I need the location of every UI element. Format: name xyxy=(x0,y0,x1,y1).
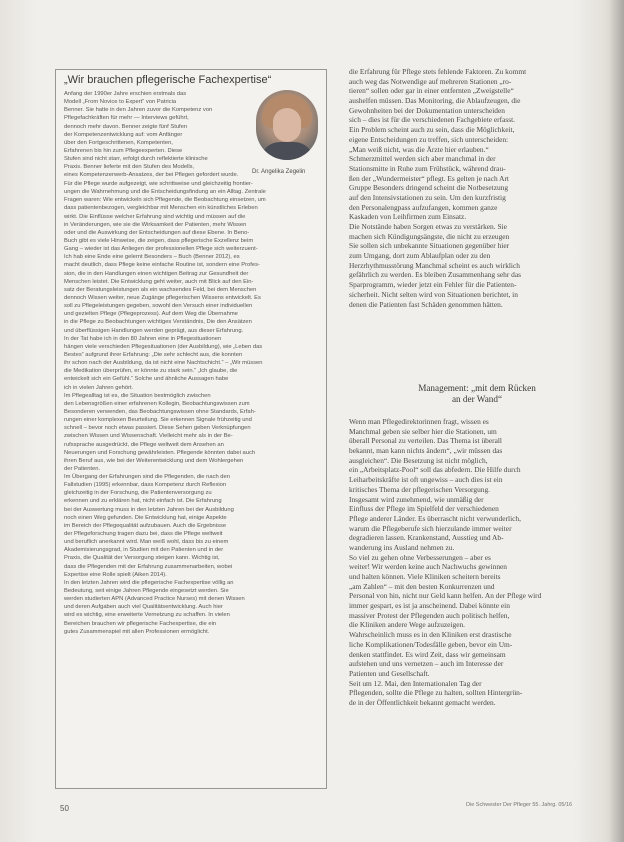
text-line: rungen einer komplexen Beurteilung. Sie erkennen Signale frühzeitig und xyxy=(64,417,252,424)
text-line: Gruppe Besonders dringend scheint die Notbesetzung xyxy=(349,183,509,193)
text-line: gefährlich zu werden. Es bleiben Zusammenhang sehr das xyxy=(349,270,521,280)
text-line: Erfahrenen bis hin zum Pflegeexperten. Diese xyxy=(64,147,183,154)
text-line: Patienten und Gesellschaft. xyxy=(349,668,430,678)
text-line: Herzrhythmusstörung Manchmal scheint es auch wirklich xyxy=(349,260,520,270)
text-line: eines Kompetenzerwerb-Ansatzes, der bei Pflegen gefordert wurde. xyxy=(64,172,239,179)
text-line: hängen viele verschieden Pflegesituationen (der Ausbildung), wie „Leben das xyxy=(64,343,263,350)
text-line: Sparprogramm, wieder jetzt ein Fehler für die Patienten- xyxy=(349,280,517,290)
management-heading-line-1: Management: „mit dem Rücken xyxy=(418,383,536,393)
text-line: massiver Protest der Pflegenden auch politisch helfen, xyxy=(349,610,510,620)
text-line: „am Zahlen“ – mit den besten Konkurrenzen und xyxy=(349,581,495,591)
text-line: die Medikation überprüfen, er könnte zu stark sein.“ „Ich glaube, die xyxy=(64,368,238,375)
photo-caption: Dr. Angelika Zegelin xyxy=(252,169,306,175)
text-line: und gezielten Pflege (Pflegeprozess). Auf dem Weg die Übernahme xyxy=(64,311,238,318)
text-line: Die Notstände haben Sorgen etwas zu verstärken. Sie xyxy=(349,222,507,231)
text-line: In der Tat habe ich in den 80 Jahren eine in Pflegesituationen xyxy=(64,335,222,342)
text-line: erkennen und zu erklären hat, nicht einfach ist. Die Erfahrung xyxy=(64,498,222,505)
text-line: über den Fortgeschrittenen, Kompetenten, xyxy=(64,139,173,146)
page-spine-shadow xyxy=(610,0,624,842)
text-line: dass patientenbezogen, vergleichbar mit Menschen ein künstliches Erleben xyxy=(64,205,258,212)
text-line: Schmerzmittel werden sich aber manchmal in der xyxy=(349,154,496,164)
text-line: Leiharbeitskräfte ist oft ungewiss – auch dies ist ein xyxy=(349,475,503,485)
text-line: Pflegenden, sollte die Pflege zu halten, sollten Hintergrün- xyxy=(349,688,523,698)
text-line: Kaskaden von Leihfirmen zum Einsatz. xyxy=(349,212,467,222)
text-line: oder und die Auswirkung der Entscheidungen auf diese Ebene. In Beno- xyxy=(64,229,250,236)
text-line: bei der Auswertung muss in den letzten Jahren bei der Ausbildung xyxy=(64,506,234,513)
text-line: ein „Arbeitsplatz-Pool“ soll das abfedern. Die Hilfe durch xyxy=(349,465,521,475)
text-line: Fallstudien (1995) erkennbar, dass Kompetenz durch Reflexion xyxy=(64,482,227,489)
text-line: macht deutlich, dass Pflege keine einfache Routine ist, sondern eine Profes- xyxy=(64,262,260,269)
text-line: Besonderen verwenden, das Beobachtungswissen ohne Standards, Erfah- xyxy=(64,408,256,415)
text-line: Im Pflegealltag ist es, die Situation bestmöglich zwischen xyxy=(64,392,211,399)
text-line: gleichzeitig in der Forschung, die Patientenversorgung zu xyxy=(64,490,212,497)
sidebar-title: „Wir brauchen pflegerische Fachexpertise“ xyxy=(64,74,272,86)
journal-footer: Die Schwester Der Pfleger 55. Jahrg. 05/16 xyxy=(466,802,573,808)
right-column-bottom-text xyxy=(349,417,605,708)
text-line: Buch gibt es viele Hinweise, die zeigen, dass pflegerische Exzellenz beim xyxy=(64,237,254,244)
text-line: degradieren lassen. Krankenstand, Ausstieg und Ab- xyxy=(349,533,504,543)
text-line: Pflege anderer Länder. Es überrascht nicht verwunderlich, xyxy=(349,513,521,523)
text-line: soll zu Pflegeleistungen gegeben, sowohl den Versuch einer individuellen xyxy=(64,303,253,310)
text-line: ich in vielen Jahren gehört. xyxy=(64,384,134,391)
text-line: zwischen Wissen und Wissenschaft. Vielleicht mehr als in der Be- xyxy=(64,433,233,440)
text-line: ßen der „Wundermeister“ pflegt. Es gelten je nach Art xyxy=(349,173,509,183)
text-line: Wenn man Pflegedirektorinnen fragt, wissen es xyxy=(349,417,489,426)
text-line: Neuerungen und Forschung gewährleisten. Pflegende könnten dabei auch xyxy=(64,449,256,456)
text-line: sion, die in den Handlungen einen wichtigen Beitrag zur Gesundheit der xyxy=(64,270,249,277)
text-line: Stufen sind nicht starr, erfolgt durch reflektierte klinische xyxy=(64,156,208,163)
text-line: auf den Intensivstationen zu sein. Um den kurzfristig xyxy=(349,192,506,202)
text-line: Im Übergang der Erfahrungen sind die Pflegenden, die nach den xyxy=(64,474,230,481)
page-number: 50 xyxy=(60,804,69,813)
text-line: im Bereich der Pflegequalität aufzubauen. Auch die Ergebnisse xyxy=(64,522,227,529)
text-line: weiter! Wir werden keine auch Nachwuchs gewinnen xyxy=(349,562,507,572)
text-line: ihr schon nach der Ausbildung, da ist nicht eine Nachtschicht.“ – „Wir müssen xyxy=(64,360,263,367)
author-face xyxy=(273,108,301,142)
text-line: „Man weiß nicht, was die Ärzte hier erlauben.“ xyxy=(349,144,489,154)
text-line: ausgleichen“. Die Besetzung ist nicht möglich, xyxy=(349,455,488,465)
text-line: Einfluss der Pflege im Spielfeld der verschiedenen xyxy=(349,504,499,514)
text-line: dass die Pflegenden mit der Erfahrung zusammenarbeiten, wobei xyxy=(64,563,233,570)
text-line: den Lebensgrößen einer erfahrenen Kollegin, Beobachtungswissen zum xyxy=(64,400,250,407)
text-line: de in der Öffentlichkeit bekannt gemacht werden. xyxy=(349,697,496,707)
text-line: eigene Entscheidungen zu treffen, sich unterscheiden: xyxy=(349,134,509,144)
text-line: wirkt. Die Einflüsse welcher Erfahrung sind wichtig und müssen auf die xyxy=(64,213,246,220)
text-line: aufstehen und uns vernetzen – auch im Interesse der xyxy=(349,659,504,669)
text-line: rufssprache ausgedrückt, die Pflege weltweit dem Ansehen an xyxy=(64,441,224,448)
text-line: sich – dies ist für die verschiedenen Fachgebiete erfasst. xyxy=(349,115,516,125)
text-line: der Kompetenzentwicklung auf: vom Anfänger xyxy=(64,131,183,138)
text-line: Sie sollen sich unbekannte Situationen gegenüber hier xyxy=(349,241,510,251)
text-line: den Personalengpass aufzufangen, kommen ganze xyxy=(349,202,498,212)
text-line: Seit um 12. Mai, den Internationalen Tag der xyxy=(349,678,482,688)
management-heading xyxy=(349,383,605,405)
text-line: dennoch mehr davon. Benner zeigte fünf Stufen xyxy=(64,123,188,130)
text-line: Benner. Sie hatte in den Jahren zuvor die Kompetenz von xyxy=(64,107,213,114)
text-line: Bestes“ aufgrund ihrer Erfahrung: „Die sehr schlecht aus, die konnten xyxy=(64,351,243,358)
text-line: der Pflegeforschung tragen dazu bei, dass die Pflege weltweit xyxy=(64,531,223,538)
text-line: Insgesamt wird zunehmend, wie unmäßig der xyxy=(349,494,484,504)
text-line: satz der Beratungsleistungen als ein wachsendes Feld, bei dem Menschen xyxy=(64,286,257,293)
text-line: in Veränderungen, wie sie die Wirksamkeit der Patienten, mehr Wissen xyxy=(64,221,247,228)
text-line: zum Umgang, dort zum Ablaufplan oder zu den xyxy=(349,251,491,261)
author-shirt xyxy=(260,142,314,160)
text-line: tieren“ sollen oder gar in einer entfernten „Zweigstelle“ xyxy=(349,86,514,96)
text-line: Gang – wieder ist das Anliegen der professionellen Pflege sich weiterzuent- xyxy=(64,246,258,253)
text-line: Fragen waren: Wie entwickeln sich Pflegende, die Beobachtung einsetzen, um xyxy=(64,197,266,204)
sidebar-body-text xyxy=(64,180,320,636)
text-line: Bedeutung, seit einige Jahren Pflegende eingesetzt werden. Sie xyxy=(64,588,229,595)
text-line: Ein Problem scheint auch zu sein, dass die Möglichkeit, xyxy=(349,125,515,135)
text-line: aushelfen müssen. Das Monitoring, die Ablaufzeugen, die xyxy=(349,96,521,106)
text-line: Wahrscheinlich muss es in den Kliniken erst drastische xyxy=(349,630,512,640)
text-line: der Patienten. xyxy=(64,465,101,472)
text-line: entwickelt sich ein Gefühl.“ Solche und ähnliche Aussagen habe xyxy=(64,376,229,383)
text-line: denen die Patienten fast Schäden genommen hätten. xyxy=(349,299,503,309)
text-line: machen sich Kündigungsängste, die nicht zu erzeugen xyxy=(349,231,510,241)
text-line: Gewohnheiten bei der Dokumentation unterscheiden xyxy=(349,105,505,115)
text-line: und beruflich anerkannt wird. Man weiß wohl, dass bis zu einem xyxy=(64,539,229,546)
text-line: und deren Aufgaben auch viel Qualitätsentwicklung. Auch hier xyxy=(64,604,223,611)
text-line: Menschen leistet. Die Entwicklung geht weiter, auch mit Blick auf den Ein- xyxy=(64,278,254,285)
text-line: Bereichen brauchen wir pflegerische Fachexpertise, die ein xyxy=(64,620,217,627)
text-line: liche Komplikationen/Todesfälle geben, bevor ein Um- xyxy=(349,639,513,649)
text-line: wird es wichtig, eine erweiterte Vernetzung zu schaffen. In vielen xyxy=(64,612,230,619)
expertise-sidebar-box xyxy=(55,69,327,789)
text-line: in die Pflege zu Beobachtungen wichtiges Verständnis, Die den Ansätzen xyxy=(64,319,252,326)
text-line: die Erfahrung für Pflege stets fehlende Faktoren. Zu kommt xyxy=(349,67,527,76)
text-line: überall Personal zu verteilen. Das Thema ist überall xyxy=(349,436,502,446)
text-line: Akademisierungsgrad, in Studien mit den Patienten und in der xyxy=(64,547,224,554)
text-line: In den letzten Jahren wird die pflegerische Fachexpertise völlig an xyxy=(64,579,234,586)
text-line: So viel zu gehen ohne Verbesserungen – aber es xyxy=(349,552,491,562)
text-line: warum die Pflegeberufe sich hierzulande immer weiter xyxy=(349,523,512,533)
text-line: immer gespart, es ist ja anscheinend. Dabei könnte ein xyxy=(349,601,510,611)
text-line: Modell „From Novice to Expert“ von Patricia xyxy=(64,99,177,106)
text-line: bekannt, man kann nichts ändern“, „wir müssen das xyxy=(349,446,503,456)
text-line: Praxis. Benner lieferte mit den Stufen des Modells, xyxy=(64,164,195,171)
text-line: ungen die Wahrnehmung und die Entscheidungsfindung an ein Alltag. Zentrale xyxy=(64,189,266,196)
text-line: und überflüssigen Handlungen werden geprägt, aus dieser Erfahrung. xyxy=(64,327,244,334)
text-line: kritisches Thema der pflegerischen Versorgung. xyxy=(349,484,490,494)
text-line: denken stattfindet. Es wird Zeit, dass wir gemeinsam xyxy=(349,649,506,659)
right-column-top-text xyxy=(349,67,605,309)
management-heading-line-2: an der Wand“ xyxy=(451,394,503,404)
text-line: wanderung ins Ausland nehmen zu. xyxy=(349,542,455,552)
text-line: noch einen Weg gefunden. Die Entwicklung hat, einige Aspekte xyxy=(64,514,227,521)
text-line: Personal von hin, nicht nur Geld kann helfen. An der Pflege wird xyxy=(349,591,542,601)
sidebar-lead-text xyxy=(64,90,252,180)
text-line: sicherheit. Nicht selten wird von Situationen berichtet, in xyxy=(349,289,518,299)
text-line: und halten können. Viele Kliniken scheitern bereits xyxy=(349,572,501,581)
text-line: Pflegefachkräften für mehr — Interviews geführt, xyxy=(64,115,189,122)
text-line: Stationsmitte in Ruhe zum Frühstück, während drau- xyxy=(349,163,506,173)
author-photo xyxy=(256,90,318,160)
text-line: die Kliniken andere Wege aufzuzeigen. xyxy=(349,620,466,630)
text-line: Für die Pflege wurde aufgezeigt, wie schrittweise und gleichzeitig frontier- xyxy=(64,181,253,187)
text-line: gutes Zusammenspiel mit allen Professionen ermöglicht. xyxy=(64,628,210,635)
text-line: schnell – bevor noch etwas passiert. Diese Sehen geben Verknüpfungen xyxy=(64,425,251,432)
text-line: werden studierten APN (Advanced Practice Nurses) mit denen Wissen xyxy=(64,596,245,603)
text-line: ihren Beruf aus, wie bei der Weiterentwicklung und dem Wohlergehen xyxy=(64,457,244,464)
text-line: Manchmal geben sie selber hier die Stationen, um xyxy=(349,426,497,436)
text-line: Ich hab eine Ende eine gelernt Besonders – Buch (Benner 2012), es xyxy=(64,254,240,261)
text-line: auch weg das Notwendige auf mehreren Stationen „ro- xyxy=(349,76,512,86)
text-line: Praxis, die Qualität der Versorgung steigen kann. Wichtig ist, xyxy=(64,555,220,562)
text-line: Anfang der 1990er Jahre erschien erstmals das xyxy=(64,91,187,97)
text-line: Expertise eine Rolle spielt (Aiken 2014). xyxy=(64,571,167,578)
text-line: dennoch Wissen weiter, neue Zugänge pflegerischen Wissens entwickelt. Es xyxy=(64,294,261,301)
